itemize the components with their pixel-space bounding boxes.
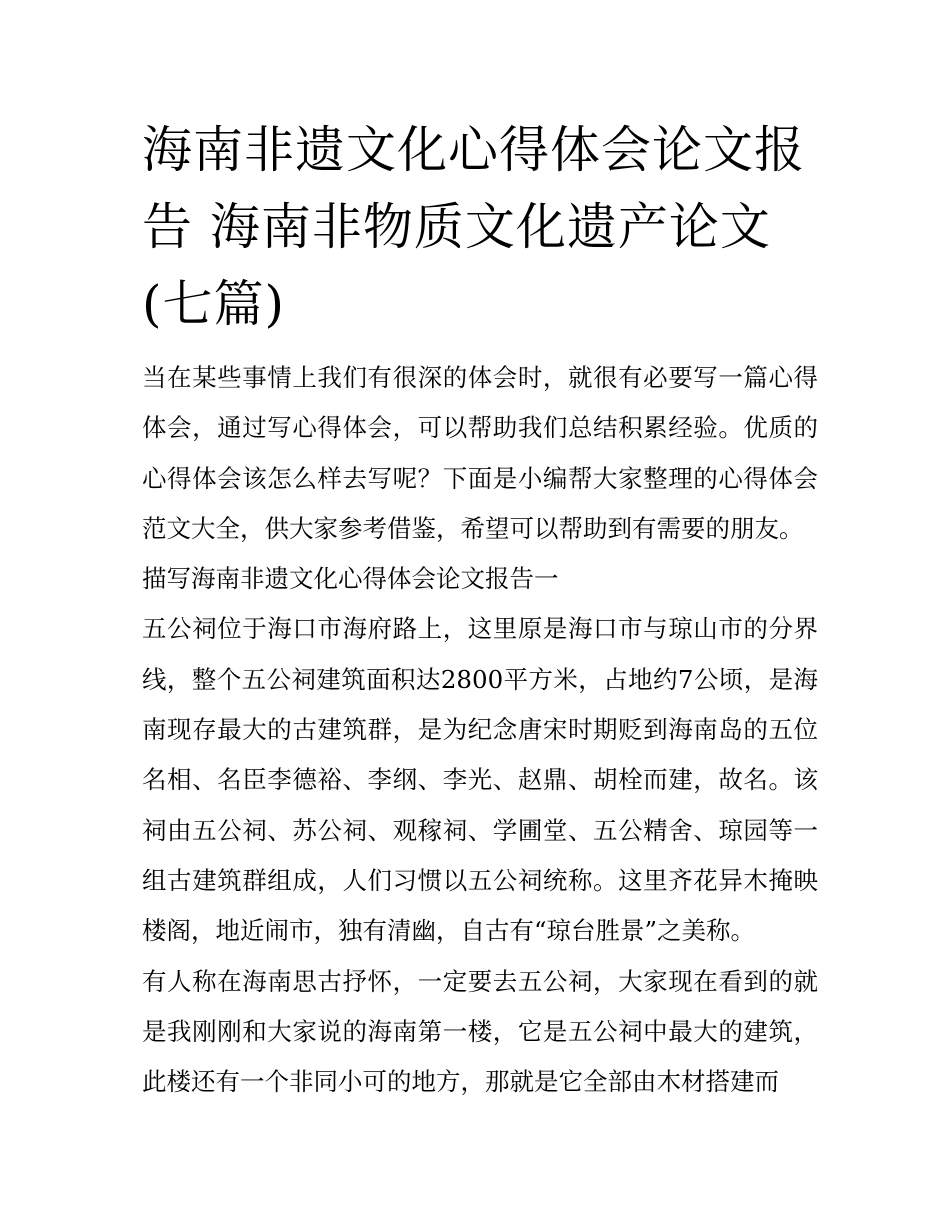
- document-page: [142, 112, 818, 1107]
- body-paragraph-1: 五公祠位于海口市海府路上，这里原是海口市与琼山市的分界线，整个五公祠建筑面积达2800平方米，占地约7公顷，是海南现存最大的古建筑群，是为纪念唐宋时期贬到海南岛的五位名相、名臣李德裕、李纲、李光、赵鼎、胡栓而建，故名。该祠由五公祠、苏公祠、观稼祠、学圃堂、五公精舍、琼园等一组古建筑群组成，人们习惯以五公祠统称。这里齐花异木掩映楼阁，地近闹市，独有清幽，自古有“琼台胜景”之美称。: [142, 614, 818, 946]
- intro-paragraph: 当在某些事情上我们有很深的体会时，就很有必要写一篇心得体会，通过写心得体会，可以帮助我们总结积累经验。优质的心得体会该怎么样去写呢？下面是小编帮大家整理的心得体会范文大全，供大家参考借鉴，希望可以帮助到有需要的朋友。: [142, 363, 818, 543]
- body-paragraph-2: 有人称在海南思古抒怀，一定要去五公祠，大家现在看到的就是我刚刚和大家说的海南第一楼，它是五公祠中最大的建筑，此楼还有一个非同小可的地方，那就是它全部由木材搭建而: [142, 966, 818, 1097]
- document-body: [142, 353, 818, 1107]
- document-title: 海南非遗文化心得体会论文报告 海南非物质文化遗产论文(七篇): [142, 121, 805, 333]
- section-heading: 描写海南非遗文化心得体会论文报告一: [142, 564, 559, 594]
